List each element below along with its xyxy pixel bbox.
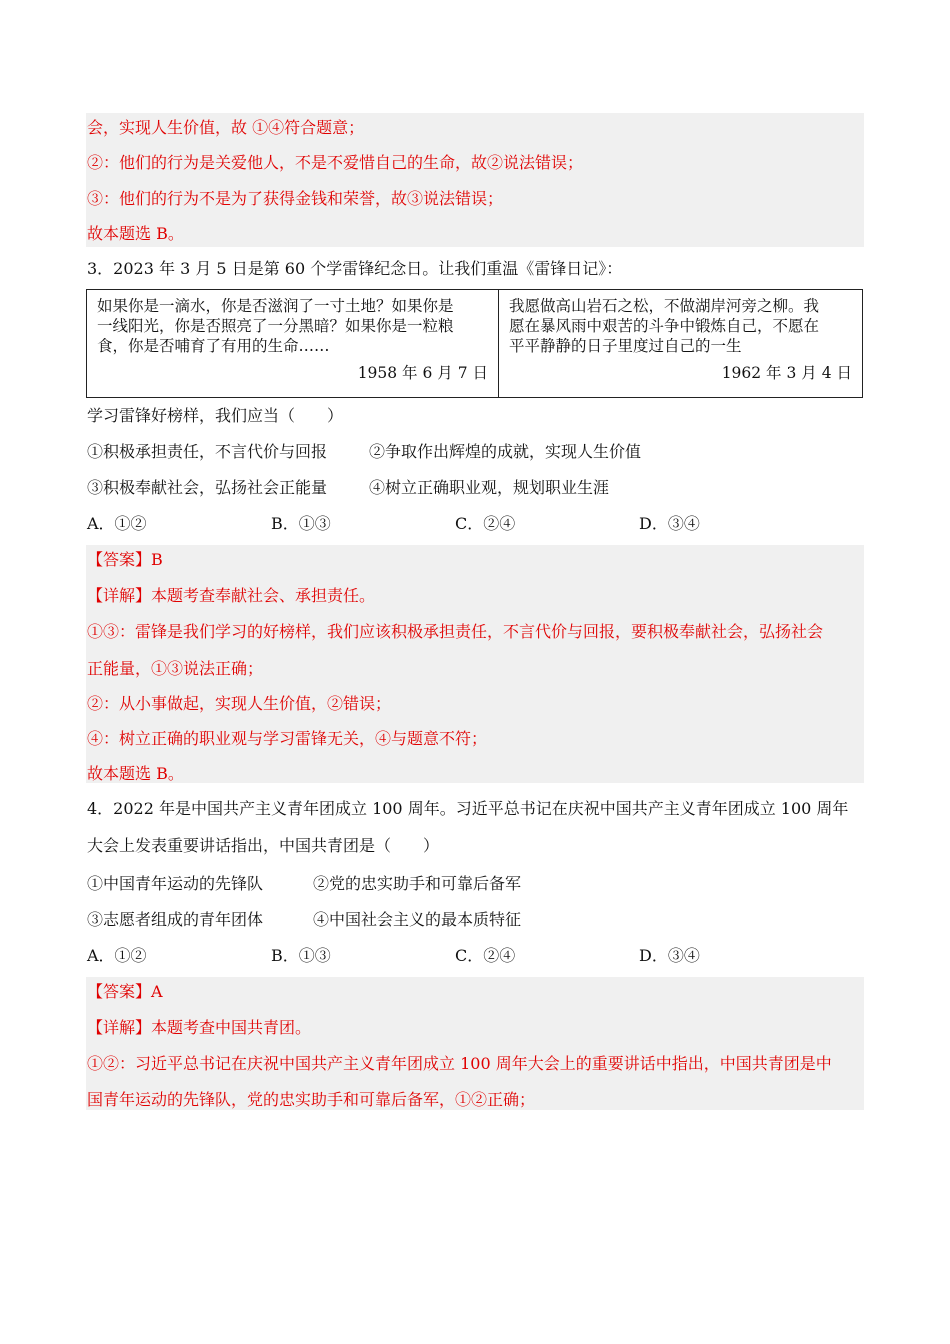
statement-item: ②争取作出辉煌的成就，实现人生价值 — [369, 442, 642, 461]
detail-label: 【详解】本题考查奉献社会、承担责任。 — [87, 586, 376, 605]
quote-line: 我愿做高山岩石之松，不做湖岸河旁之柳。我 — [509, 297, 820, 315]
quote-line: 食，你是否哺育了有用的生命…… — [97, 337, 330, 355]
quote-line: 愿在暴风雨中艰苦的斗争中锻炼自己，不愿在 — [509, 317, 820, 335]
statement-item: ②党的忠实助手和可靠后备军 — [313, 874, 522, 893]
quote-date: 1958 年 6 月 7 日 — [357, 364, 488, 382]
statement-item: ④中国社会主义的最本质特征 — [313, 910, 522, 929]
explain-line: ①②：习近平总书记在庆祝中国共产主义青年团成立 100 周年大会上的重要讲话中指出，中国共青团是中 — [87, 1054, 832, 1073]
explain-line: 会，实现人生价值，故 ①④符合题意； — [87, 118, 365, 137]
explain-line: ①③：雷锋是我们学习的好榜样，我们应该积极承担责任，不言代价与回报，要积极奉献社会，弘扬社会 — [87, 622, 824, 641]
explain-line: 故本题选 B。 — [87, 764, 184, 783]
choice-d[interactable]: D．③④ — [639, 946, 700, 965]
statement-item: ④树立正确职业观，规划职业生涯 — [369, 478, 610, 497]
explain-line: 正能量，①③说法正确； — [87, 659, 264, 678]
choice-a[interactable]: A．①② — [87, 514, 147, 533]
diary-quote-right — [499, 290, 862, 397]
answer-label: 【答案】A — [87, 982, 163, 1001]
choice-c[interactable]: C．②④ — [455, 514, 516, 533]
answer-label: 【答案】B — [87, 550, 163, 569]
statement-item: ③志愿者组成的青年团体 — [87, 910, 264, 929]
quote-line: 如果你是一滴水，你是否滋润了一寸土地？如果你是 — [97, 297, 454, 315]
statement-item: ③积极奉献社会，弘扬社会正能量 — [87, 478, 328, 497]
explain-line: ④：树立正确的职业观与学习雷锋无关，④与题意不符； — [87, 729, 488, 748]
choice-b[interactable]: B．①③ — [271, 514, 331, 533]
quote-date: 1962 年 3 月 4 日 — [721, 364, 852, 382]
quote-line: 一线阳光，你是否照亮了一分黑暗？如果你是一粒粮 — [97, 317, 454, 335]
question-3-prompt: 学习雷锋好榜样，我们应当（ ） — [87, 406, 344, 425]
explain-line: 故本题选 B。 — [87, 224, 184, 243]
choice-c[interactable]: C．②④ — [455, 946, 516, 965]
choice-a[interactable]: A．①② — [87, 946, 147, 965]
explain-line: 国青年运动的先锋队，党的忠实助手和可靠后备军，①②正确； — [87, 1090, 536, 1109]
choice-d[interactable]: D．③④ — [639, 514, 700, 533]
question-4-stem: 大会上发表重要讲话指出，中国共青团是（ ） — [87, 836, 440, 855]
explain-line: ③：他们的行为不是为了获得金钱和荣誉，故③说法错误； — [87, 189, 504, 208]
statement-item: ①中国青年运动的先锋队 — [87, 874, 264, 893]
explain-line: ②：他们的行为是关爱他人，不是不爱惜自己的生命，故②说法错误； — [87, 153, 584, 172]
diary-quote-left — [87, 290, 499, 397]
quote-line: 平平静静的日子里度过自己的一生 — [509, 337, 742, 355]
diary-quote-table — [86, 289, 863, 398]
question-4-stem: 4．2022 年是中国共产主义青年团成立 100 周年。习近平总书记在庆祝中国共产主义青年团成立 100 周年 — [87, 799, 849, 818]
choice-b[interactable]: B．①③ — [271, 946, 331, 965]
statement-item: ①积极承担责任，不言代价与回报 — [87, 442, 328, 461]
detail-label: 【详解】本题考查中国共青团。 — [87, 1018, 312, 1037]
question-3-stem: 3．2023 年 3 月 5 日是第 60 个学雷锋纪念日。让我们重温《雷锋日记》： — [87, 259, 623, 278]
explain-line: ②：从小事做起，实现人生价值，②错误； — [87, 694, 392, 713]
